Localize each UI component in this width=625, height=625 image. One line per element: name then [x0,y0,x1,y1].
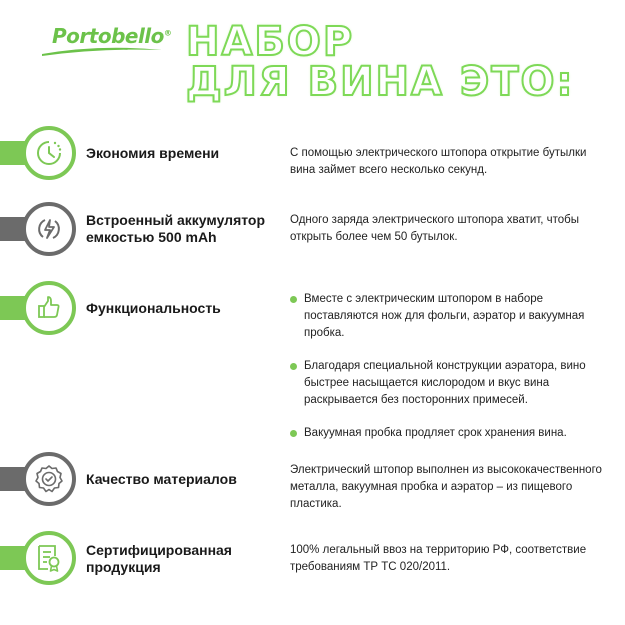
brand-name: Portobello® [52,24,172,48]
lightning-icon [35,215,63,243]
feature-icon-circle [22,126,76,180]
feature-bullet: Вакуумная пробка продляет срок хранения вина. [290,425,610,442]
thumbs-up-icon [35,294,63,322]
feature-icon-circle [22,281,76,335]
feature-description [290,291,610,458]
feature-title: Качество материалов [86,471,237,487]
certificate-icon [36,544,62,572]
feature-bullet: Вместе с электрическим штопором в наборе поставляются нож для фольги, аэратор и вакуумная пробка. [290,291,610,342]
feature-description: Электрический штопор выполнен из высококачественного металла, вакуумная пробка и аэратор – из пищевого пластика. [290,464,602,510]
feature-icon-circle [22,202,76,256]
feature-description: С помощью электрического штопора открытие бутылки вина займет всего несколько секунд. [290,147,587,176]
brand-logo [40,22,172,62]
headline [186,19,575,105]
feature-description: Одного заряда электрического штопора хватит, чтобы открыть более чем 50 бутылок. [290,214,580,243]
clock-icon [35,139,63,167]
feature-title: Функциональность [86,300,221,316]
quality-badge-icon [34,464,64,494]
feature-title: Встроенный аккумулятор емкостью 500 mAh [86,212,266,245]
feature-bullet: Благодаря специальной конструкции аэратора, вино быстрее насыщается кислородом и вкус вина раскрывается без посторонних примесей. [290,358,610,409]
feature-title: Сертифицированная продукция [86,542,232,575]
logo-swoosh-icon [40,44,164,58]
feature-icon-circle [22,531,76,585]
headline-line-2: ДЛЯ ВИНА ЭТО: [186,59,575,105]
headline-line-1: НАБОР [186,19,355,65]
feature-title: Экономия времени [86,145,220,161]
feature-description: 100% легальный ввоз на территорию РФ, соответствие требованиям ТР ТС 020/2011. [290,544,587,573]
feature-icon-circle [22,452,76,506]
